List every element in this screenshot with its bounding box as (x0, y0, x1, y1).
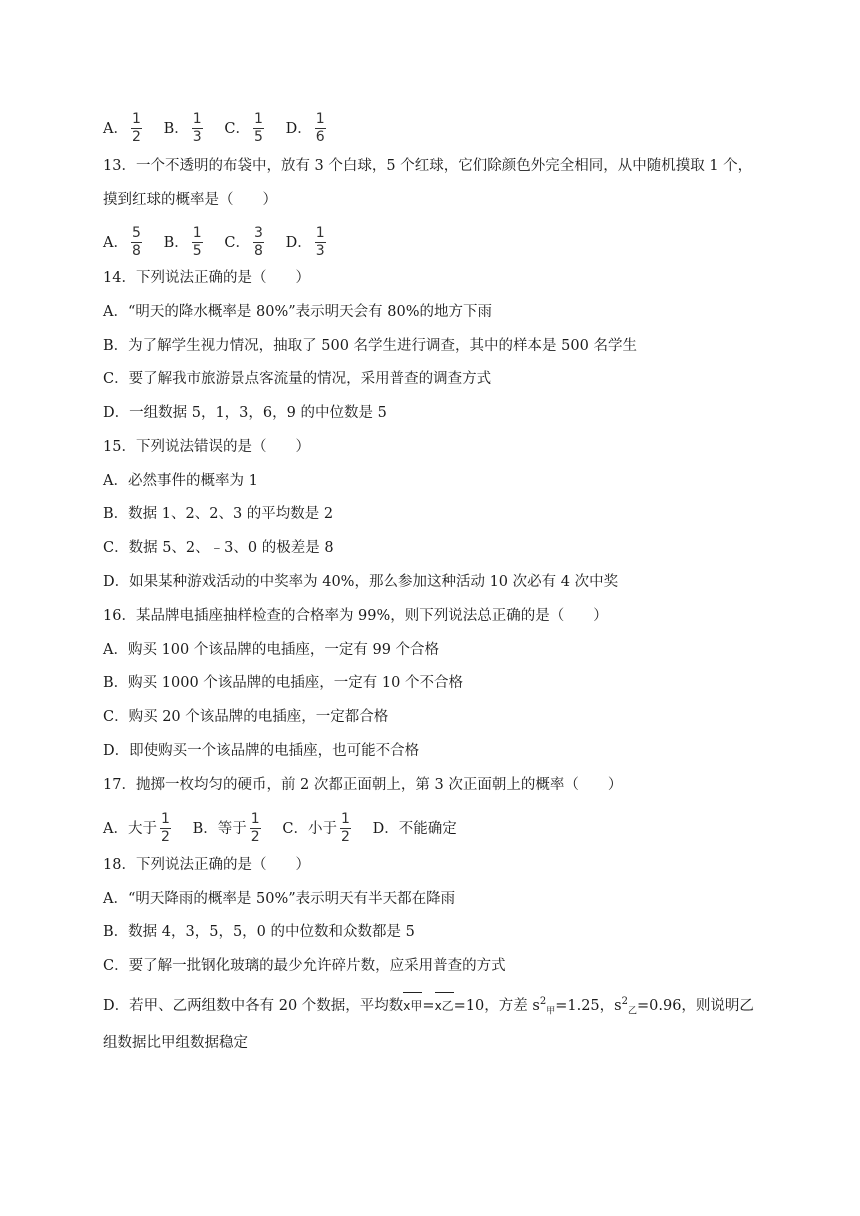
q12-options (103, 112, 343, 145)
superscript: 2 (539, 996, 547, 1007)
q17-option-b[interactable]: B．等于 $\frac{1}{2}$ (192, 811, 260, 846)
fraction: $\frac{1}{3}$ (192, 111, 202, 146)
q12-option-d[interactable]: D． $\frac{1}{6}$ (285, 111, 325, 146)
q14-option-c[interactable]: C．要了解我市旅游景点客流量的情况，采用普查的调查方式 (103, 371, 492, 387)
fraction: $\frac{3}{8}$ (254, 225, 263, 260)
q18-stem: 18．下列说法正确的是（ ） (103, 857, 310, 873)
fraction: $\frac{1}{5}$ (192, 225, 202, 260)
q15-option-c[interactable]: C．数据 5、2、﹣3、0 的极差是 8 (103, 540, 334, 556)
q16-option-c[interactable]: C．购买 20 个该品牌的电插座，一定都合格 (103, 709, 389, 725)
q13-option-d[interactable]: D． $\frac{1}{3}$ (285, 225, 325, 260)
q16-option-b[interactable]: B．购买 1000 个该品牌的电插座，一定有 10 个不合格 (103, 675, 463, 691)
fraction: $\frac{1}{5}$ (254, 111, 263, 146)
q18-option-a[interactable]: A．“明天降雨的概率是 50%”表示明天有半天都在降雨 (103, 891, 456, 907)
mean-yi: x乙 (435, 994, 454, 1016)
q12-option-c[interactable]: C． $\frac{1}{5}$ (224, 111, 263, 146)
q18-option-b[interactable]: B．数据 4，3，5，5，0 的中位数和众数都是 5 (103, 924, 415, 940)
q12-option-b[interactable]: B． $\frac{1}{3}$ (163, 111, 202, 146)
q16-option-a[interactable]: A．购买 100 个该品牌的电插座，一定有 99 个合格 (103, 642, 440, 658)
equals: = (422, 997, 435, 1014)
fraction: $\frac{5}{8}$ (132, 225, 141, 260)
fraction: $\frac{1}{3}$ (315, 225, 325, 260)
q13-option-c[interactable]: C． $\frac{3}{8}$ (224, 225, 263, 260)
subscript: 甲 (546, 1006, 556, 1017)
q13-stem-line2: 摸到红球的概率是（ ） (103, 192, 277, 208)
q17-option-a[interactable]: A．大于 $\frac{1}{2}$ (103, 811, 170, 846)
q17-options (103, 812, 471, 845)
q14-option-a[interactable]: A．“明天的降水概率是 80%”表示明天会有 80%的地方下雨 (103, 304, 492, 320)
q16-option-d[interactable]: D．即使购买一个该品牌的电插座，也可能不合格 (103, 743, 420, 759)
mean-jia: x甲 (403, 994, 422, 1016)
fraction: $\frac{1}{6}$ (315, 111, 325, 146)
q14-stem: 14．下列说法正确的是（ ） (103, 270, 310, 286)
q13-stem-line1: 13．一个不透明的布袋中，放有 3 个白球，5 个红球，它们除颜色外完全相同，从中随机摸取 1 个， (103, 158, 753, 174)
q18-d-text-2: =10，方差 s (453, 997, 540, 1014)
q17-option-c[interactable]: C．小于 $\frac{1}{2}$ (282, 811, 350, 846)
q15-stem: 15．下列说法错误的是（ ） (103, 439, 310, 455)
fraction: $\frac{1}{2}$ (341, 811, 350, 846)
q17-stem: 17．抛掷一枚均匀的硬币，前 2 次都正面朝上，第 3 次正面朝上的概率（ ） (103, 777, 623, 793)
q18-d-text-4: =0.96，则说明乙 (637, 997, 754, 1014)
fraction: $\frac{1}{2}$ (250, 811, 260, 846)
q13-options (103, 226, 343, 259)
fraction: $\frac{1}{2}$ (161, 811, 170, 846)
q18-d-text-1: D．若甲、乙两组数中各有 20 个数据，平均数 (103, 997, 404, 1014)
q18-option-d-line2: 组数据比甲组数据稳定 (103, 1035, 248, 1051)
superscript: 2 (621, 996, 628, 1007)
q15-option-b[interactable]: B．数据 1、2、2、3 的平均数是 2 (103, 506, 334, 522)
q18-option-d[interactable] (103, 992, 754, 1022)
q18-d-text-3: =1.25，s (555, 997, 622, 1014)
q17-option-d[interactable]: D．不能确定 (372, 820, 457, 837)
subscript: 乙 (627, 1006, 637, 1017)
q18-option-c[interactable]: C．要了解一批钢化玻璃的最少允许碎片数，应采用普查的方式 (103, 958, 506, 974)
q13-option-a[interactable]: A． $\frac{5}{8}$ (103, 225, 141, 260)
fraction: $\frac{1}{2}$ (132, 111, 141, 146)
q13-option-b[interactable]: B． $\frac{1}{5}$ (163, 225, 202, 260)
q15-option-a[interactable]: A．必然事件的概率为 1 (103, 473, 258, 489)
q16-stem: 16．某品牌电插座抽样检查的合格率为 99%，则下列说法总正确的是（ ） (103, 608, 608, 624)
q12-option-a[interactable]: A． $\frac{1}{2}$ (103, 111, 141, 146)
q14-option-b[interactable]: B．为了解学生视力情况，抽取了 500 名学生进行调查，其中的样本是 500 名学生 (103, 338, 637, 354)
q15-option-d[interactable]: D．如果某种游戏活动的中奖率为 40%，那么参加这种活动 10 次必有 4 次中奖 (103, 574, 619, 590)
q14-option-d[interactable]: D．一组数据 5，1，3，6，9 的中位数是 5 (103, 405, 387, 421)
